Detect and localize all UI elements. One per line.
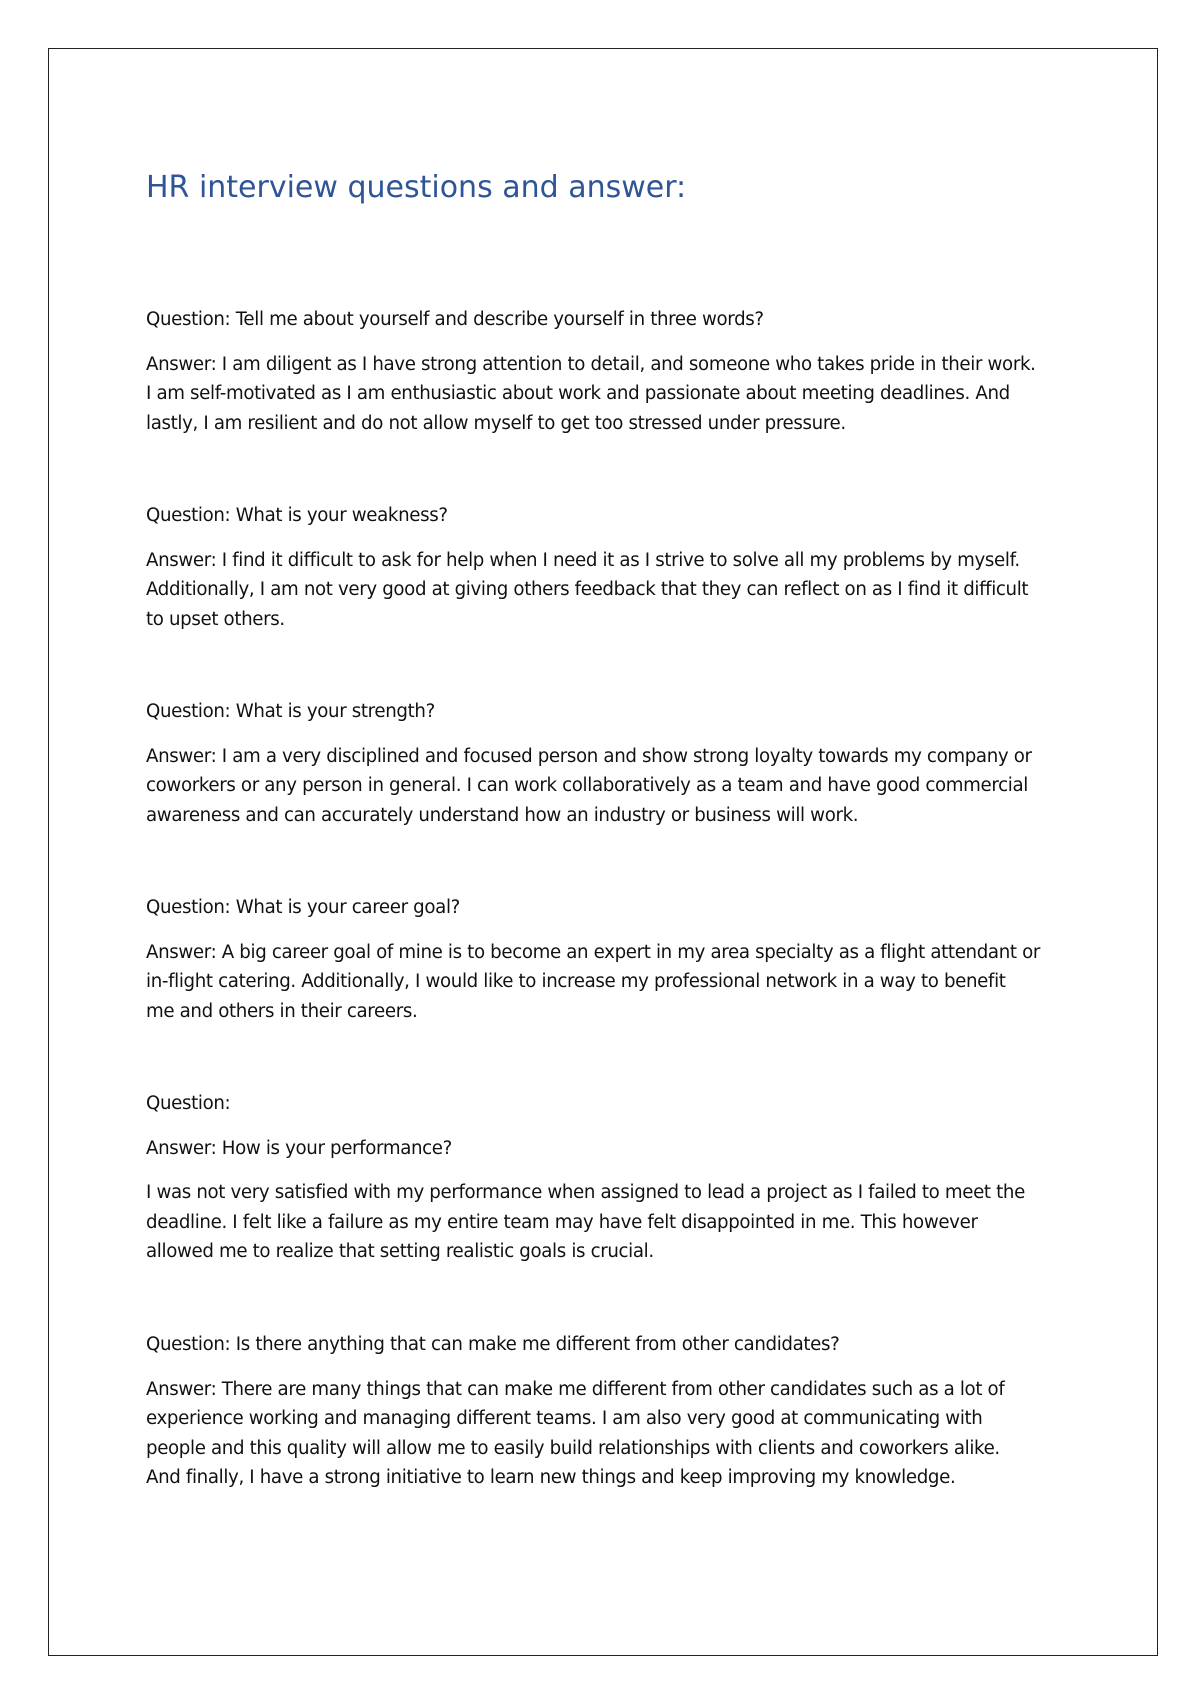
qa-item [146, 697, 1076, 830]
answer-line: coworkers or any person in general. I can work collaboratively as a team and have good commercial [146, 775, 1028, 796]
answer-line: Answer: How is your performance? [146, 1137, 452, 1159]
question-text: Question: What is your weakness? [146, 505, 448, 526]
answer-block [146, 742, 1076, 831]
question-text: Question: [146, 1093, 231, 1114]
qa-item [146, 1089, 1076, 1267]
document-title: HR interview questions and answer: [146, 170, 687, 205]
qa-item [146, 305, 1076, 438]
qa-item [146, 1330, 1076, 1493]
answer-line: Answer: A big career goal of mine is to become an expert in my area specialty as a flight attendant or [146, 941, 1041, 963]
answer-line: And finally, I have a strong initiative to learn new things and keep improving my knowledge. [146, 1467, 956, 1488]
answer-line: Answer: I am a very disciplined and focused person and show strong loyalty towards my company or [146, 745, 1032, 767]
answer-block [146, 1134, 1076, 1164]
answer-line: Answer: I find it difficult to ask for help when I need it as I strive to solve all my problems by myself. [146, 549, 1020, 571]
question-text: Question: Is there anything that can make me different from other candidates? [146, 1334, 840, 1355]
answer-block [146, 1375, 1076, 1493]
answer-line: Answer: I am diligent as I have strong attention to detail, and someone who takes pride in their work. [146, 353, 1036, 375]
answer-line: I am self-motivated as I am enthusiastic about work and passionate about meeting deadlines. And [146, 383, 1010, 404]
answer-continuation [146, 1178, 1076, 1267]
answer-line: experience working and managing different teams. I am also very good at communicating with [146, 1408, 983, 1429]
answer-line: allowed me to realize that setting realistic goals is crucial. [146, 1241, 654, 1262]
answer-line: Additionally, I am not very good at giving others feedback that they can reflect on as I find it difficult [146, 579, 1029, 600]
answer-line: to upset others. [146, 608, 285, 630]
question-text: Question: Tell me about yourself and describe yourself in three words? [146, 309, 764, 330]
answer-line: deadline. I felt like a failure as my entire team may have felt disappointed in me. This however [146, 1211, 978, 1233]
question-text: Question: What is your strength? [146, 701, 435, 722]
answer-block [146, 350, 1076, 439]
answer-line: I was not very satisfied with my performance when assigned to lead a project as I failed to meet the [146, 1182, 1025, 1203]
answer-block [146, 938, 1076, 1027]
answer-line: me and others in their careers. [146, 1000, 418, 1022]
answer-line: people and this quality will allow me to easily build relationships with clients and coworkers alike. [146, 1437, 1000, 1459]
question-text: Question: What is your career goal? [146, 897, 460, 918]
qa-item [146, 893, 1076, 1026]
qa-item [146, 501, 1076, 634]
answer-line: awareness and can accurately understand how an industry or business will work. [146, 804, 859, 826]
answer-line: lastly, I am resilient and do not allow myself to get too stressed under pressure. [146, 412, 846, 434]
answer-block [146, 546, 1076, 635]
answer-line: in-flight catering. Additionally, I would like to increase my professional network in a way to benefit [146, 971, 1006, 992]
answer-line: Answer: There are many things that can make me different from other candidates such as a lot of [146, 1378, 1005, 1400]
